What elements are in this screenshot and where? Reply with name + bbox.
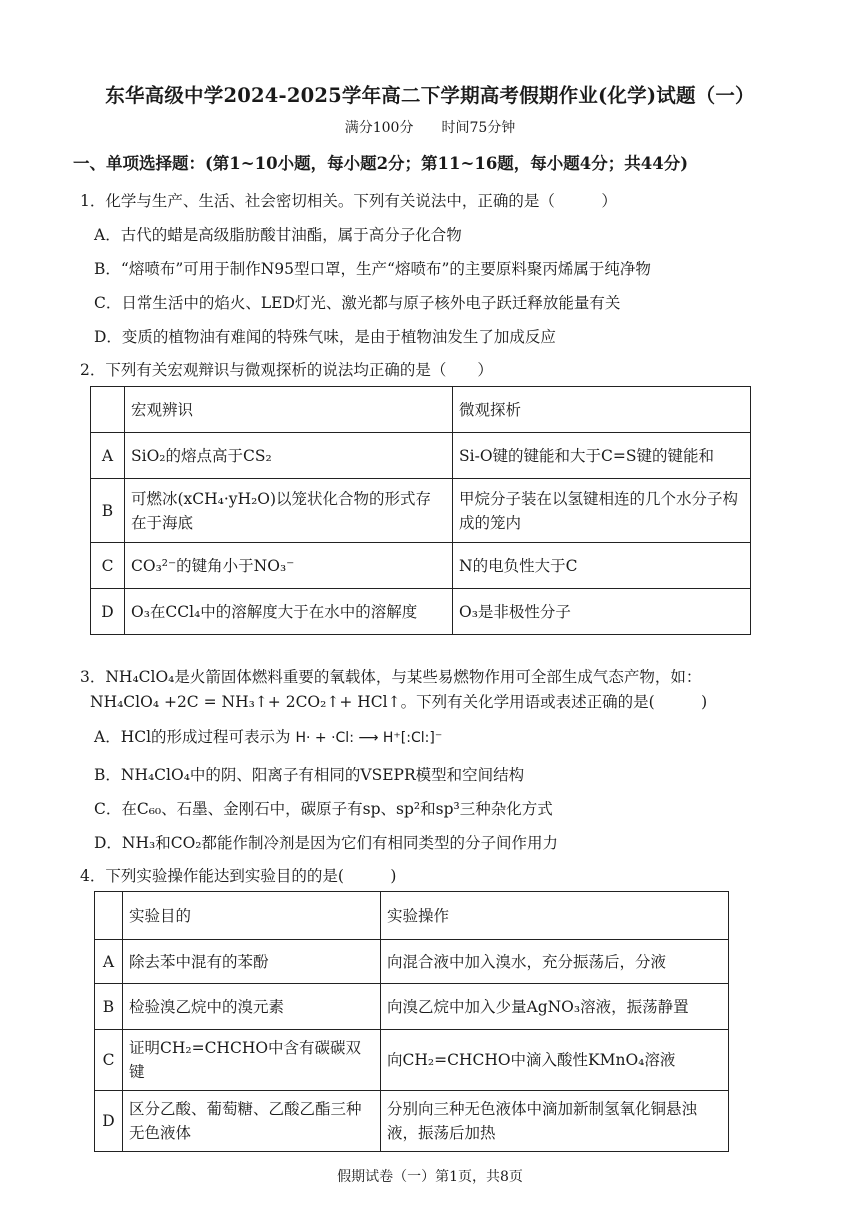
row-label: A: [95, 940, 123, 984]
table-row: [95, 1030, 729, 1091]
table-cell: 除去苯中混有的苯酚: [123, 940, 381, 984]
table-cell: 证明CH₂=CHCHO中含有碳碳双键: [123, 1030, 381, 1091]
table-cell: N的电负性大于C: [453, 543, 751, 589]
page-footer: 假期试卷（一）第1页，共8页: [337, 1169, 523, 1185]
table-cell: 向CH₂=CHCHO中滴入酸性KMnO₄溶液: [381, 1030, 729, 1091]
row-label: C: [95, 1030, 123, 1091]
row-label: B: [91, 479, 125, 543]
question-4-stem: 4．下列实验操作能达到实验目的的是( ): [80, 867, 397, 885]
row-label: B: [95, 984, 123, 1030]
table-row: [91, 479, 751, 543]
question-1-option-b: B．“熔喷布”可用于制作N95型口罩，生产“熔喷布”的主要原料聚丙烯属于纯净物: [94, 260, 651, 278]
row-label: A: [91, 433, 125, 479]
table-header-cell: 实验操作: [381, 892, 729, 940]
question-1-stem: 1．化学与生产、生活、社会密切相关。下列有关说法中，正确的是（ ）: [80, 192, 617, 210]
question-2-stem: 2．下列有关宏观辩识与微观探析的说法均正确的是（ ）: [80, 361, 493, 379]
table-cell: Si-O键的键能和大于C=S键的键能和: [453, 433, 751, 479]
table-header-row: [95, 892, 729, 940]
table-header-row: [91, 387, 751, 433]
table-cell: 向溴乙烷中加入少量AgNO₃溶液，振荡静置: [381, 984, 729, 1030]
table-header-cell: [95, 892, 123, 940]
table-cell: 甲烷分子装在以氢键相连的几个水分子构成的笼内: [453, 479, 751, 543]
table-row: [95, 940, 729, 984]
row-label: D: [95, 1091, 123, 1152]
table-cell: 检验溴乙烷中的溴元素: [123, 984, 381, 1030]
question-3-option-c: C．在C₆₀、石墨、金刚石中，碳原子有sp、sp²和sp³三种杂化方式: [94, 800, 553, 818]
table-cell: O₃在CCl₄中的溶解度大于在水中的溶解度: [125, 589, 453, 635]
table-row: [95, 1091, 729, 1152]
question-3-equation: NH₄ClO₄ +2C = NH₃↑+ 2CO₂↑+ HCl↑。下列有关化学用语或表述正确的是( ): [90, 693, 708, 711]
row-label: D: [91, 589, 125, 635]
question-1-option-c: C．日常生活中的焰火、LED灯光、激光都与原子核外电子跃迁释放能量有关: [94, 294, 621, 312]
row-label: C: [91, 543, 125, 589]
table-header-cell: 实验目的: [123, 892, 381, 940]
lewis-formation-formula: H· + ·Cl: ⟶ H⁺[:Cl:]⁻: [295, 730, 443, 746]
section-heading: 一、单项选择题：(第1~10小题，每小题2分；第11~16题，每小题4分；共44分): [73, 154, 689, 173]
question-3-stem: 3．NH₄ClO₄是火箭固体燃料重要的氧载体，与某些易燃物作用可全部生成气态产物，如：: [80, 668, 702, 686]
exam-info: 满分100分 时间75分钟: [344, 120, 516, 136]
question-3-option-a: [94, 725, 442, 747]
table-header-cell: 宏观辨识: [125, 387, 453, 433]
table-cell: 区分乙酸、葡萄糖、乙酸乙酯三种无色液体: [123, 1091, 381, 1152]
table-row: [91, 543, 751, 589]
table-cell: SiO₂的熔点高于CS₂: [125, 433, 453, 479]
question-3-option-b: B．NH₄ClO₄中的阴、阳离子有相同的VSEPR模型和空间结构: [94, 766, 525, 784]
question-3-option-d: D．NH₃和CO₂都能作制冷剂是因为它们有相同类型的分子间作用力: [94, 834, 559, 852]
table-row: [91, 589, 751, 635]
question-1-option-a: A．古代的蜡是高级脂肪酸甘油酯，属于高分子化合物: [94, 226, 462, 244]
table-row: [95, 984, 729, 1030]
table-cell: CO₃²⁻的键角小于NO₃⁻: [125, 543, 453, 589]
table-header-cell: 微观探析: [453, 387, 751, 433]
question-1-option-d: D．变质的植物油有难闻的特殊气味，是由于植物油发生了加成反应: [94, 328, 556, 346]
table-header-cell: [91, 387, 125, 433]
table-cell: 可燃冰(xCH₄·yH₂O)以笼状化合物的形式存在于海底: [125, 479, 453, 543]
table-cell: 向混合液中加入溴水，充分振荡后，分液: [381, 940, 729, 984]
question-4-table: [94, 891, 729, 1152]
question-2-table: [90, 386, 751, 635]
page-title: 东华高级中学2024-2025学年高二下学期高考假期作业(化学)试题（一）: [105, 84, 755, 107]
option-a-text: A．HCl的形成过程可表示为: [94, 728, 291, 746]
table-cell: O₃是非极性分子: [453, 589, 751, 635]
table-cell: 分别向三种无色液体中滴加新制氢氧化铜悬浊液，振荡后加热: [381, 1091, 729, 1152]
table-row: [91, 433, 751, 479]
